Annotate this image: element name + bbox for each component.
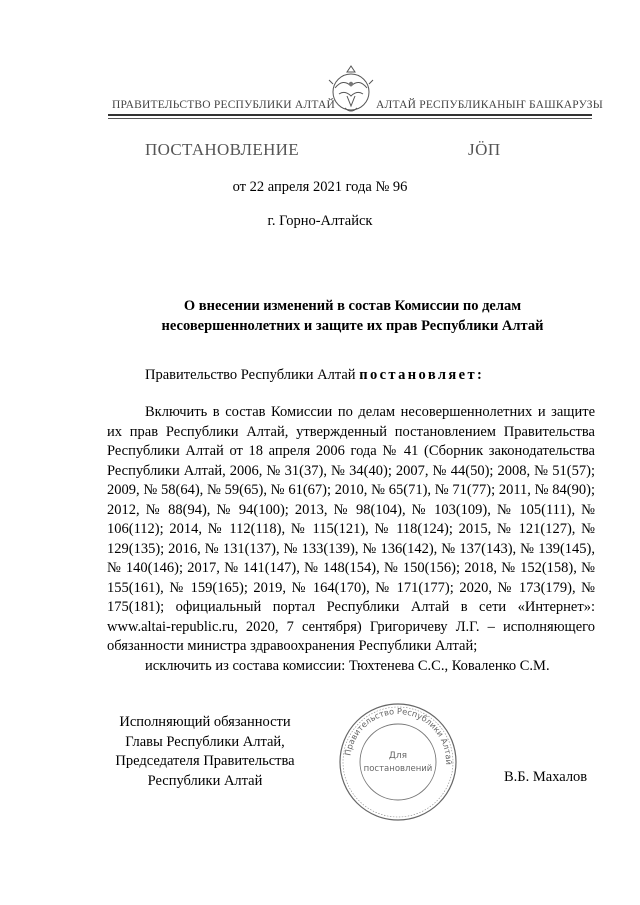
official-stamp-seal	[336, 700, 460, 824]
altai-emblem-icon	[325, 62, 377, 120]
header-right-title: АЛТАЙ РЕСПУБЛИКАНЫҤ БАШКАРУЗЫ	[376, 99, 603, 111]
signatory-line-3: Председателя Правительства	[115, 753, 295, 769]
signatory-line-2: Главы Республики Алтай,	[125, 733, 285, 750]
title-line-1: О внесении изменений в состав Комиссии по делам	[183, 298, 522, 314]
stamp-inner-line-1: Для	[388, 751, 408, 761]
document-city: г. Горно-Алтайск	[267, 213, 373, 229]
document-body	[107, 403, 595, 676]
resolve-prefix: Правительство Республики Алтай	[145, 367, 360, 383]
document-type-russian: ПОСТАНОВЛЕНИЕ	[145, 140, 299, 159]
stamp-inner-line-2: постановлений	[363, 764, 433, 774]
signatory-line-4: Республики Алтай	[147, 772, 263, 789]
header-divider-thin	[108, 118, 592, 119]
document-type-altai: ЈӦП	[468, 140, 501, 159]
header-divider-thick	[108, 114, 592, 116]
resolve-emphasis: постановляет:	[359, 367, 485, 383]
resolve-line	[145, 367, 484, 384]
body-paragraph-1: Включить в состав Комиссии по делам несовершеннолетних и защите их прав Республики Алтай, утвержденный постановлением Правительства Республики Алтай от 18 апреля 2006 года № 41 (Сборник законодательства Республики Алтай, 2006, № 31(37), № 34(40); 2007, № 44(50); 2008, № 51(57); 2009, № 58(64), № 59(65), № 61(67); 2010, № 65(71), № 71(77); 2011, № 84(90); 2012, № 88(94), № 94(100); 2013, № 98(104), № 103(109), № 105(111), № 106(112); 2014, № 112(118), № 115(121), № 118(124); 2015, № 121(127), № 129(135); 2016, № 131(137), № 133(139), № 136(142), № 137(143), № 139(145), № 140(146); 2017, № 141(147), № 148(154), № 150(156); 2018, № 152(158), № 155(161), № 159(165); 2019, № 164(170), № 171(177); 2020, № 173(179), № 175(181); официальный портал Республики Алтай в сети «Интернет»: www.altai-republic.ru, 2020, 7 сентября) Григоричеву Л.Г. – исполняющего обязанности министра здравоохранения Республики Алтай;	[107, 404, 595, 654]
signatory-name: В.Б. Махалов	[504, 769, 588, 785]
document-title	[110, 296, 595, 336]
body-paragraph-2: исключить из состава комиссии: Тюхтенева С.С., Коваленко С.М.	[145, 657, 550, 674]
header-left-title: ПРАВИТЕЛЬСТВО РЕСПУБЛИКИ АЛТАЙ	[112, 99, 336, 111]
signatory-position	[105, 713, 305, 791]
title-line-2: несовершеннолетних и защите их прав Республики Алтай	[161, 318, 544, 334]
signatory-line-1: Исполняющий обязанности	[119, 714, 291, 730]
stamp-outer-text: Правительство Республики Алтай	[342, 705, 455, 765]
document-date-number: от 22 апреля 2021 года № 96	[232, 179, 408, 195]
